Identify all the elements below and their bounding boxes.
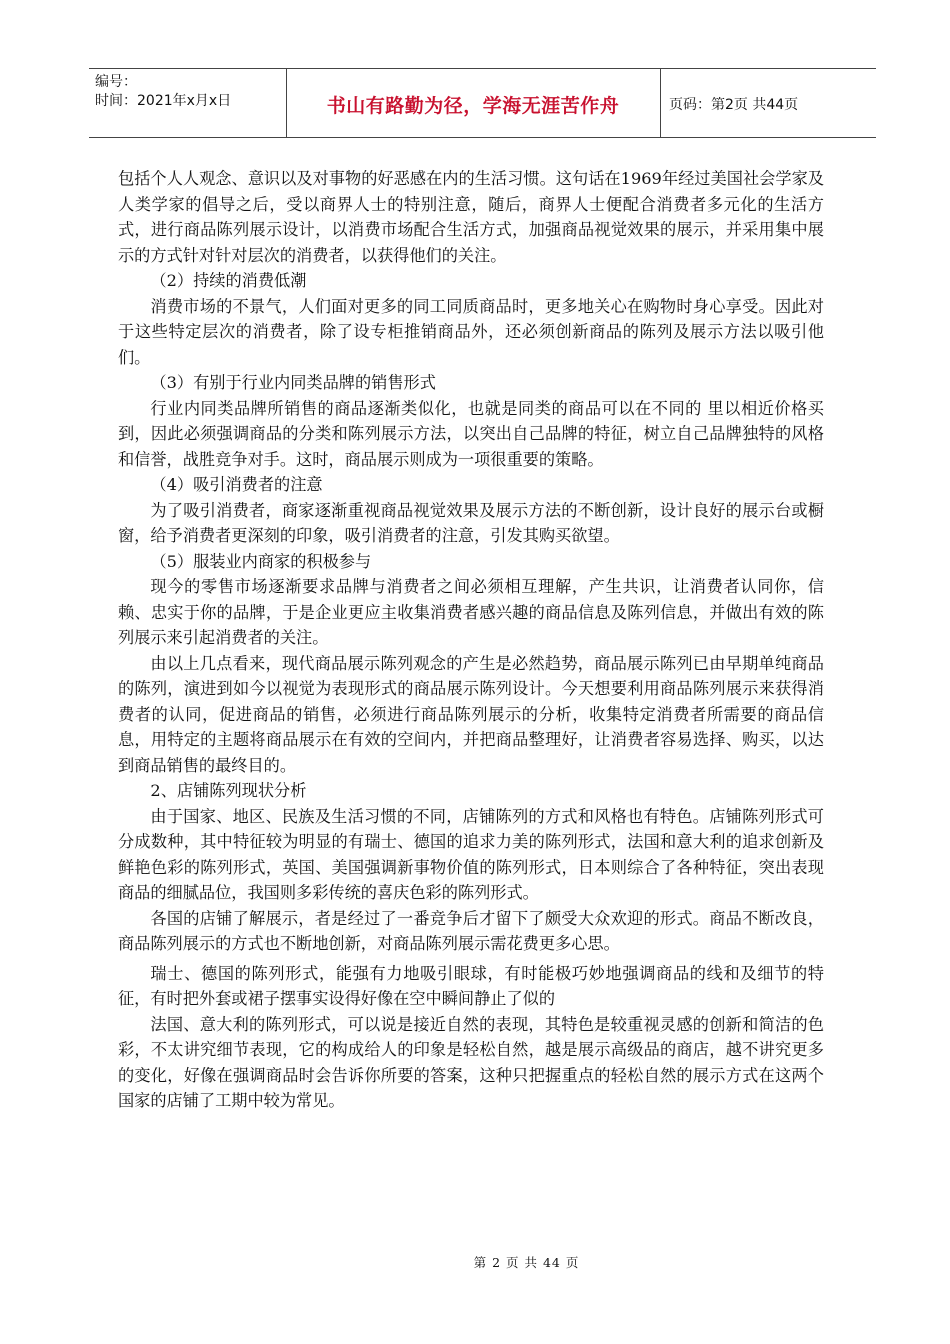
footer-page-number: 第 2 页 共 44 页 (473, 1255, 580, 1270)
paragraph: 法国、意大利的陈列形式，可以说是接近自然的表现，其特色是较重视灵感的创新和简洁的色彩，不太讲究细节表现，它的构成给人的印象是轻松自然，越是展示高级品的商店，越不讲究更多的变化，好像在强调商品时会告诉你所要的答案，这种只把握重点的轻松自然的展示方式在这两个国家的店铺了工期中较为常见。 (118, 1014, 824, 1110)
number-label: 编号： (95, 74, 137, 90)
header-table (89, 68, 876, 138)
paragraph: 由以上几点看来，现代商品展示陈列观念的产生是必然趋势，商品展示陈列已由早期单纯商品的陈列，演进到如今以视觉为表现形式的商品展示陈列设计。今天想要利用商品陈列展示来获得消费者的认同，促进商品的销售，必须进行商品陈列展示的分析，收集特定消费者所需要的商品信息，用特定的主题将商品展示在有效的空间内，并把商品整理好，让消费者容易选择、购买，以达到商品销售的最终目的。 (118, 653, 824, 775)
subheading: （5）服装业内商家的积极参与 (150, 551, 372, 571)
subheading: （2）持续的消费低潮 (150, 271, 307, 290)
paragraph: 行业内同类品牌所销售的商品逐渐类似化，也就是同类的商品可以在不同的 里以相近价格买到，因此必须强调商品的分类和陈列展示方法，以突出自己品牌的特征，树立自己品牌独特的风格和信誉，战胜竞争对手。这时，商品展示则成为一项很重要的策略。 (118, 398, 824, 469)
subheading: （3）有别于行业内同类品牌的销售形式 (150, 373, 436, 392)
paragraph: 为了吸引消费者，商家逐渐重视商品视觉效果及展示方法的不断创新，设计良好的展示台或橱窗，给予消费者更深刻的印象，吸引消费者的注意，引发其购买欲望。 (118, 500, 824, 545)
section-heading: 2、店铺陈列现状分析 (150, 781, 307, 800)
header-divider (660, 69, 661, 137)
header-page-label: 页码：第2页 共44页 (669, 97, 799, 113)
paragraph: 包括个人人观念、意识以及对事物的好恶感在内的生活习惯。这句话在1969年经过美国社会学家及人类学家的倡导之后，受以商界人士的特别注意，随后，商界人士便配合消费者多元化的生活方式，进行商品陈列展示设计，以消费市场配合生活方式，加强商品视觉效果的展示，并采用集中展示的方式针对针对层次的消费者，以获得他们的关注。 (118, 169, 824, 265)
document-body (118, 166, 824, 1114)
time-label: 时间：2021年x月x日 (95, 93, 232, 109)
paragraph: 由于国家、地区、民族及生活习惯的不同，店铺陈列的方式和风格也有特色。店铺陈列形式可分成数种，其中特征较为明显的有瑞士、德国的追求力美的陈列形式，法国和意大利的追求创新及鲜艳色彩的陈列形式，英国、美国强调新事物价值的陈列形式，日本则综合了各种特征，突出表现商品的细腻品位，我国则多彩传统的喜庆色彩的陈列形式。 (118, 806, 824, 902)
header-motto: 书山有路勤为径，学海无涯苦作舟 (326, 95, 620, 117)
subheading: （4）吸引消费者的注意 (150, 475, 323, 494)
paragraph: 各国的店铺了解展示，者是经过了一番竞争后才留下了颇受大众欢迎的形式。商品不断改良，商品陈列展示的方式也不断地创新，对商品陈列展示需花费更多心思。 (118, 908, 824, 953)
paragraph: 消费市场的不景气，人们面对更多的同工同质商品时，更多地关心在购物时身心享受。因此对于这些特定层次的消费者，除了设专柜推销商品外，还必须创新商品的陈列及展示方法以吸引他们。 (118, 296, 824, 367)
paragraph: 现今的零售市场逐渐要求品牌与消费者之间必须相互理解，产生共识，让消费者认同你，信赖、忠实于你的品牌，于是企业更应主收集消费者感兴趣的商品信息及陈列信息，并做出有效的陈列展示来引起消费者的关注。 (118, 577, 824, 647)
page-footer (0, 1253, 950, 1271)
header-info (95, 73, 283, 111)
paragraph: 瑞士、德国的陈列形式，能强有力地吸引眼球，有时能极巧妙地强调商品的线和及细节的特征，有时把外套或裙子摆事实设得好像在空中瞬间静止了似的 (118, 963, 824, 1008)
